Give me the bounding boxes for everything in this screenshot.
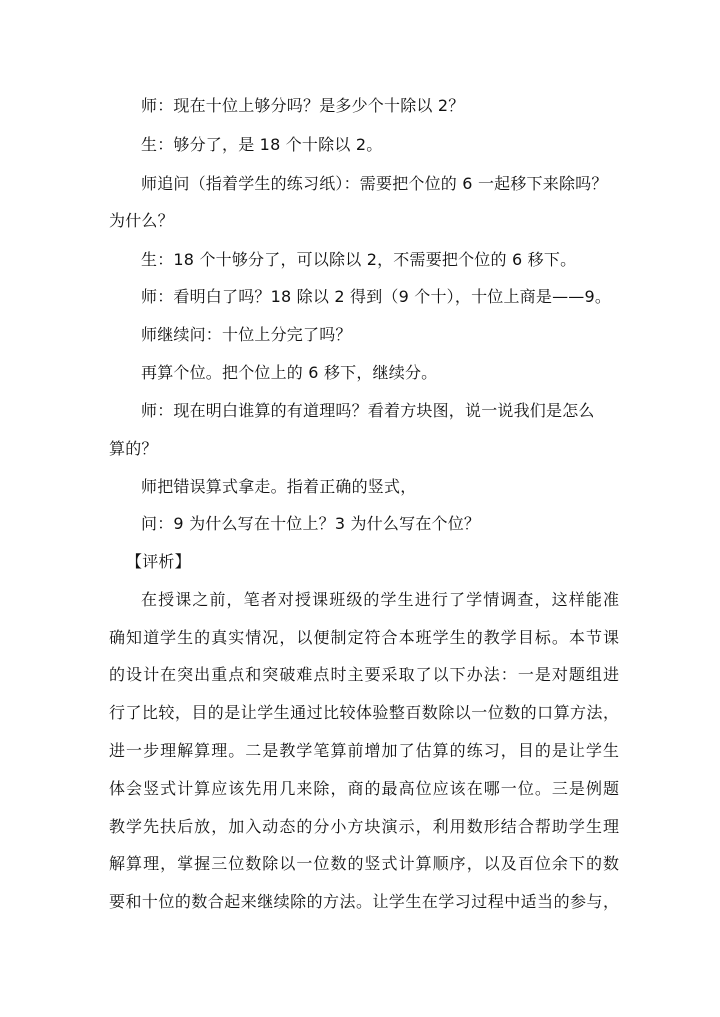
dialogue-line-5: 生：18 个十够分了，可以除以 2，不需要把个位的 6 移下。 [141, 250, 577, 269]
dialogue-line-9: 师：现在明白谁算的有道理吗？看着方块图，说一说我们是怎么 [141, 401, 595, 420]
analysis-line-4: 行了比较，目的是让学生通过比较体验整百数除以一位数的口算方法， [109, 703, 619, 722]
dialogue-line-12: 问：9 为什么写在十位上？3 为什么写在个位？ [141, 514, 481, 533]
analysis-line-9: 要和十位的数合起来继续除的方法。让学生在学习过程中适当的参与， [109, 892, 619, 911]
analysis-line-2: 确知道学生的真实情况，以便制定符合本班学生的教学目标。本节课 [109, 628, 619, 647]
analysis-line-7: 教学先扶后放，加入动态的分小方块演示，利用数形结合帮助学生理 [109, 817, 619, 836]
dialogue-line-11: 师把错误算式拿走。指着正确的竖式， [141, 477, 417, 496]
dialogue-line-6: 师：看明白了吗？18 除以 2 得到（9 个十），十位上商是——9。 [141, 287, 612, 306]
dialogue-line-4: 为什么？ [109, 211, 174, 230]
analysis-line-3: 的设计在突出重点和突破难点时主要采取了以下办法：一是对题组进 [109, 665, 619, 684]
dialogue-line-1: 师：现在十位上够分吗？是多少个十除以 2？ [141, 96, 465, 115]
analysis-line-6: 体会竖式计算应该先用几来除，商的最高位应该在哪一位。三是例题 [109, 779, 619, 798]
dialogue-line-10: 算的？ [109, 439, 158, 458]
analysis-line-1: 在授课之前，笔者对授课班级的学生进行了学情调查，这样能准 [141, 590, 619, 609]
dialogue-line-3: 师追问（指着学生的练习纸）：需要把个位的 6 一起移下来除吗？ [141, 174, 608, 193]
analysis-line-8: 解算理，掌握三位数除以一位数的竖式计算顺序，以及百位余下的数 [109, 854, 619, 873]
section-heading: 【评析】 [126, 552, 191, 571]
dialogue-line-8: 再算个位。把个位上的 6 移下，继续分。 [141, 363, 438, 382]
dialogue-line-7: 师继续问：十位上分完了吗？ [141, 325, 352, 344]
dialogue-line-2: 生：够分了，是 18 个十除以 2。 [141, 135, 383, 154]
analysis-line-5: 进一步理解算理。二是教学笔算前增加了估算的练习，目的是让学生 [109, 741, 619, 760]
